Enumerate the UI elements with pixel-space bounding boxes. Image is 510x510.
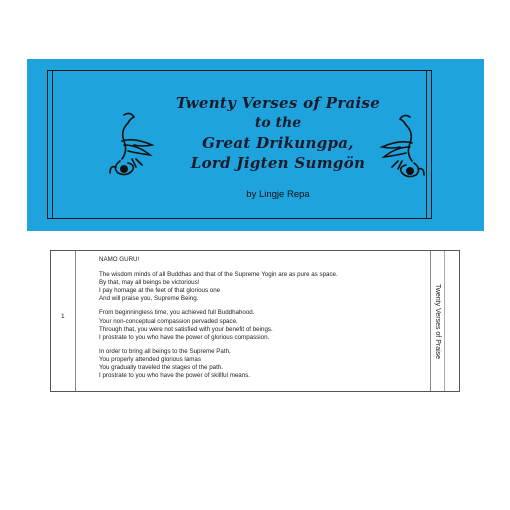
cover-frame (47, 70, 432, 219)
verse-line: I pay homage at the feet of that glorious one (99, 287, 221, 295)
stanza-3 (99, 348, 409, 380)
cover-title-line-2: to the (254, 115, 302, 131)
verse-line: Your non-conceptual compassion pervaded space. (99, 317, 238, 325)
verse-number: 1 (61, 313, 65, 320)
cover-frame-inner-left-line (52, 71, 53, 218)
verse-heading: NAMO GURU! (99, 256, 140, 263)
verse-line: And will praise you, Supreme Being. (99, 295, 199, 303)
cover-author: by Lingje Repa (246, 189, 310, 200)
text-page (50, 250, 460, 392)
verse-line: In order to bring all beings to the Supreme Path, (99, 347, 231, 355)
cover-title-line-4: Lord Jigten Sumgön (190, 154, 366, 172)
cover-title-line-3: Great Drikungpa, (202, 134, 354, 152)
side-title-text: Twenty Verses of Praise (434, 283, 442, 359)
verse-line: You gradually traveled the stages of the path. (99, 364, 223, 372)
verse-line: By that, may all beings be victorious! (99, 279, 200, 287)
verse-line: The wisdom minds of all Buddhas and that of the Supreme Yogin are as pure as space. (99, 271, 338, 279)
stanza-2 (99, 309, 409, 341)
verse-line: Through that, you were not satisfied with your benefit of beings. (99, 325, 273, 333)
cover-title-line-1: Twenty Verses of Praise (175, 94, 381, 112)
verse-line: I prostrate to you who have the power of glorious compassion. (99, 333, 270, 341)
page-margin-line-left (75, 251, 76, 391)
dragon-icon (102, 109, 160, 181)
verse-text (99, 256, 409, 386)
cover-card (27, 59, 484, 231)
cover-title (153, 93, 403, 173)
side-title (431, 251, 445, 391)
verse-line: I prostrate to you who have the power of skillful means. (99, 372, 250, 380)
stanza-1 (99, 271, 409, 303)
verse-line: From beginningless time, you achieved full Buddhahood. (99, 309, 255, 317)
verse-line: You properly attended glorious lamas (99, 355, 201, 363)
